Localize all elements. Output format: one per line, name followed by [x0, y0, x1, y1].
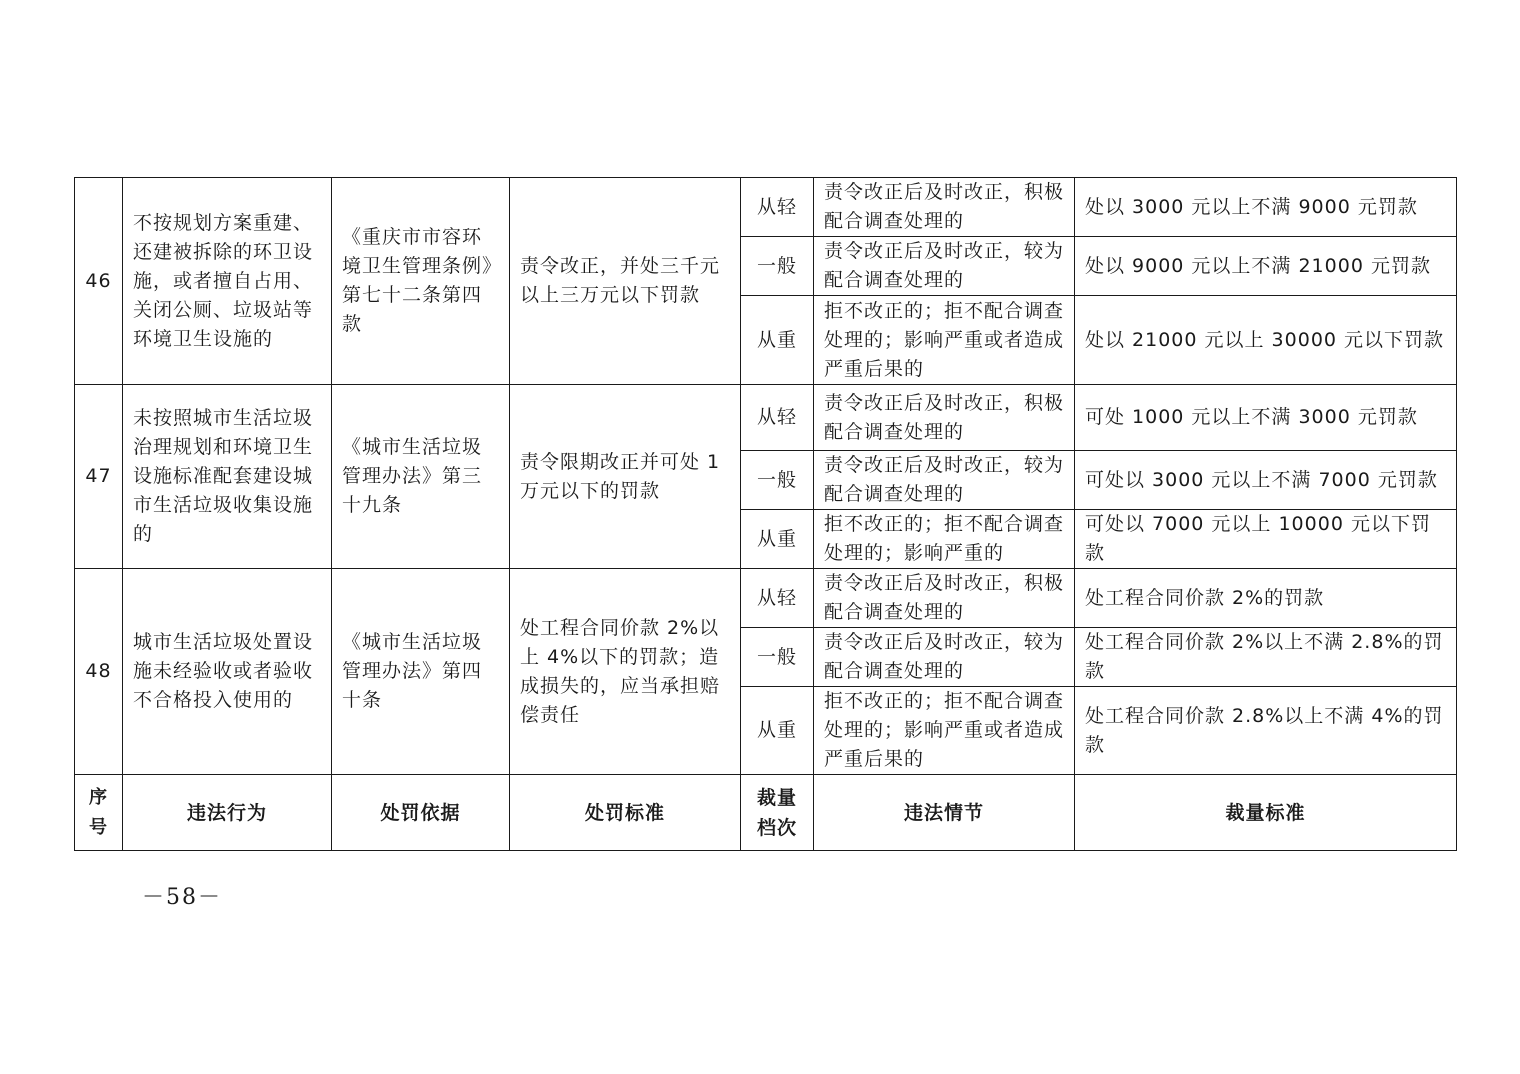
header-standard: 处罚标准	[510, 775, 741, 851]
violation-circumstance: 责令改正后及时改正，较为配合调查处理的	[814, 628, 1075, 687]
violation-circumstance: 责令改正后及时改正，积极配合调查处理的	[814, 385, 1075, 451]
header-behavior: 违法行为	[123, 775, 332, 851]
header-level: 裁量档次	[741, 775, 814, 851]
violation-circumstance: 拒不改正的；拒不配合调查处理的；影响严重或者造成严重后果的	[814, 687, 1075, 775]
header-basis: 处罚依据	[332, 775, 510, 851]
table-row	[75, 569, 1457, 628]
penalty-basis: 《城市生活垃圾管理办法》第四十条	[332, 569, 510, 775]
row-number: 48	[75, 569, 123, 775]
penalty-basis: 《城市生活垃圾管理办法》第三十九条	[332, 385, 510, 569]
discretion-measure: 处工程合同价款 2%以上不满 2.8%的罚款	[1075, 628, 1457, 687]
violation-behavior: 不按规划方案重建、还建被拆除的环卫设施，或者擅自占用、关闭公厕、垃圾站等环境卫生设施的	[123, 178, 332, 385]
table-row	[75, 178, 1457, 237]
discretion-level: 一般	[741, 237, 814, 296]
discretion-level: 一般	[741, 628, 814, 687]
discretion-level: 从轻	[741, 569, 814, 628]
violation-circumstance: 拒不改正的；拒不配合调查处理的；影响严重或者造成严重后果的	[814, 296, 1075, 385]
violation-circumstance: 责令改正后及时改正，积极配合调查处理的	[814, 178, 1075, 237]
penalty-standard: 处工程合同价款 2%以上 4%以下的罚款；造成损失的，应当承担赔偿责任	[510, 569, 741, 775]
discretion-level: 从轻	[741, 178, 814, 237]
discretion-standards-table	[74, 177, 1457, 851]
discretion-measure: 处以 3000 元以上不满 9000 元罚款	[1075, 178, 1457, 237]
header-number: 序号	[75, 775, 123, 851]
violation-circumstance: 责令改正后及时改正，较为配合调查处理的	[814, 237, 1075, 296]
row-number: 46	[75, 178, 123, 385]
discretion-level: 从轻	[741, 385, 814, 451]
discretion-level: 从重	[741, 687, 814, 775]
table-header-row	[75, 775, 1457, 851]
discretion-measure: 处以 9000 元以上不满 21000 元罚款	[1075, 237, 1457, 296]
discretion-level: 一般	[741, 451, 814, 510]
discretion-measure: 可处 1000 元以上不满 3000 元罚款	[1075, 385, 1457, 451]
penalty-standard: 责令改正，并处三千元以上三万元以下罚款	[510, 178, 741, 385]
violation-circumstance: 责令改正后及时改正，积极配合调查处理的	[814, 569, 1075, 628]
penalty-basis: 《重庆市市容环境卫生管理条例》第七十二条第四款	[332, 178, 510, 385]
page-number: －58－	[142, 885, 222, 910]
violation-circumstance: 责令改正后及时改正，较为配合调查处理的	[814, 451, 1075, 510]
violation-behavior: 城市生活垃圾处置设施未经验收或者验收不合格投入使用的	[123, 569, 332, 775]
discretion-measure: 处工程合同价款 2%的罚款	[1075, 569, 1457, 628]
header-measure: 裁量标准	[1075, 775, 1457, 851]
header-circumstance: 违法情节	[814, 775, 1075, 851]
discretion-level: 从重	[741, 510, 814, 569]
discretion-measure: 可处以 3000 元以上不满 7000 元罚款	[1075, 451, 1457, 510]
penalty-standard: 责令限期改正并可处 1 万元以下的罚款	[510, 385, 741, 569]
discretion-measure: 可处以 7000 元以上 10000 元以下罚款	[1075, 510, 1457, 569]
violation-circumstance: 拒不改正的；拒不配合调查处理的；影响严重的	[814, 510, 1075, 569]
discretion-level: 从重	[741, 296, 814, 385]
table-row	[75, 385, 1457, 451]
violation-behavior: 未按照城市生活垃圾治理规划和环境卫生设施标准配套建设城市生活垃圾收集设施的	[123, 385, 332, 569]
discretion-measure: 处以 21000 元以上 30000 元以下罚款	[1075, 296, 1457, 385]
row-number: 47	[75, 385, 123, 569]
discretion-measure: 处工程合同价款 2.8%以上不满 4%的罚款	[1075, 687, 1457, 775]
